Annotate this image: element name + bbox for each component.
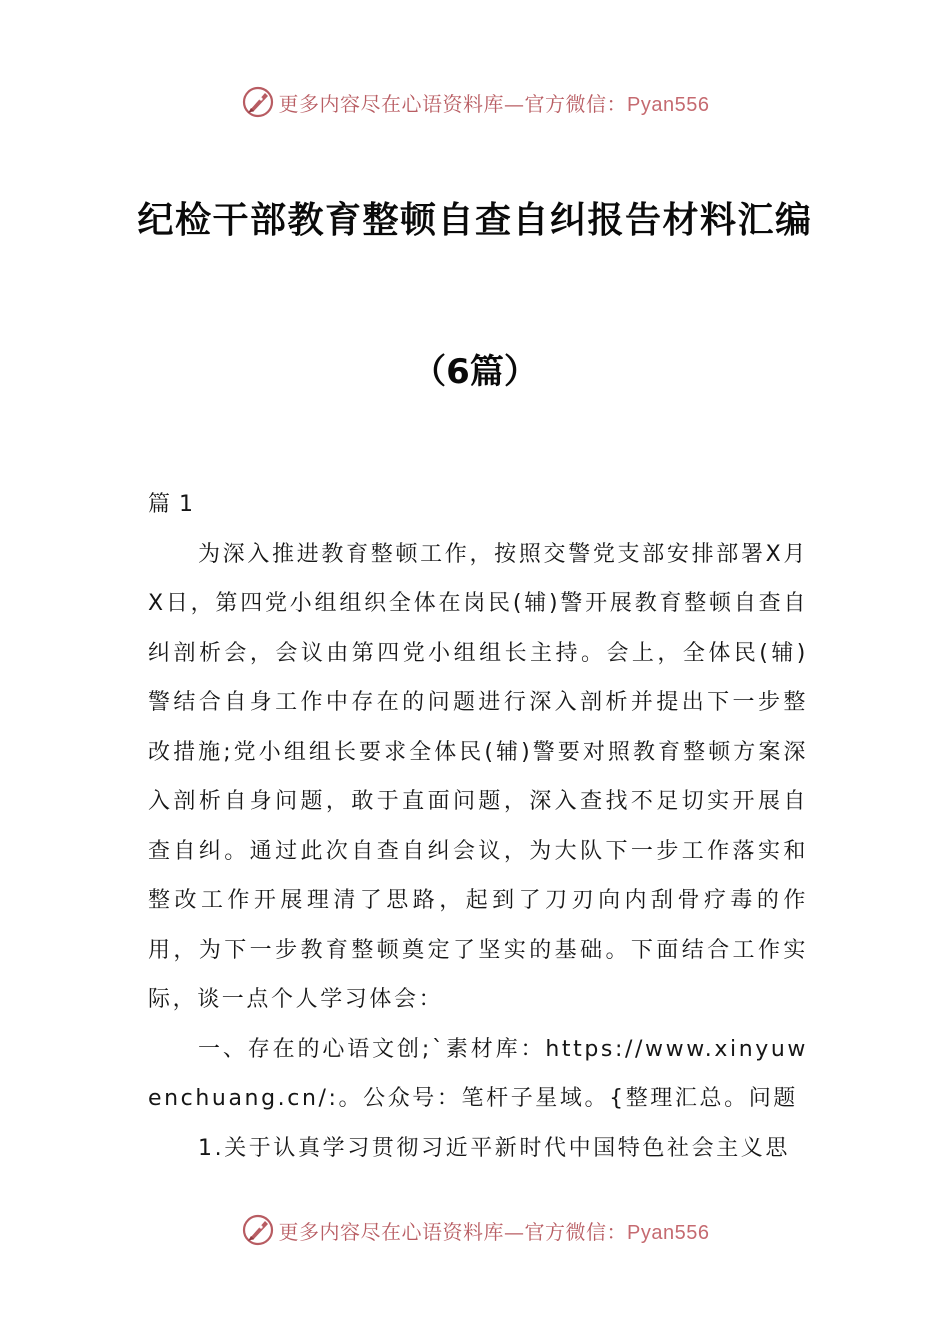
section-label: 篇 1	[148, 492, 194, 517]
quill-pen-icon	[241, 85, 275, 119]
watermark-text: 更多内容尽在心语资料库—官方微信：Pyan556	[278, 91, 710, 116]
body-paragraph: 1.关于认真学习贯彻习近平新时代中国特色社会主义思	[198, 1135, 790, 1161]
body-paragraph: 为深入推进教育整顿工作，按照交警党支部安排部署X月X日，第四党小组组织全体在岗民(辅)警开展教育整顿自查自纠剖析会，会议由第四党小组组长主持。会上，全体民(辅)警结合自身工作中存在的问题进行深入剖析并提出下一步整改措施;党小组组长要求全体民(辅)警要对照教育整顿方案深入剖析自身问题，敢于直面问题，深入查找不足切实开展自查自纠。通过此次自查自纠会议，为大队下一步工作落实和整改工作开展理清了思路，起到了刀刃向内刮骨疗毒的作用，为下一步教育整顿奠定了坚实的基础。下面结合工作实际，谈一点个人学习体会：	[148, 541, 808, 1012]
wechat-id: Pyan556	[627, 1221, 710, 1244]
body-paragraph: 一、存在的心语文创;`素材库：https://www.xinyuwenchuang.cn/:。公众号：笔杆子星域。{整理汇总。问题	[148, 1036, 808, 1111]
document-subtitle: （6篇）	[412, 352, 538, 392]
quill-pen-icon	[241, 1213, 275, 1247]
wechat-id: Pyan556	[627, 93, 710, 116]
document-title: 纪检干部教育整顿自查自纠报告材料汇编	[137, 200, 813, 241]
watermark-text: 更多内容尽在心语资料库—官方微信：Pyan556	[278, 1219, 710, 1244]
watermark-header	[0, 82, 950, 122]
watermark-inner	[241, 85, 710, 119]
watermark-inner	[241, 1213, 710, 1247]
document-body	[148, 480, 808, 1173]
watermark-footer	[0, 1210, 950, 1250]
